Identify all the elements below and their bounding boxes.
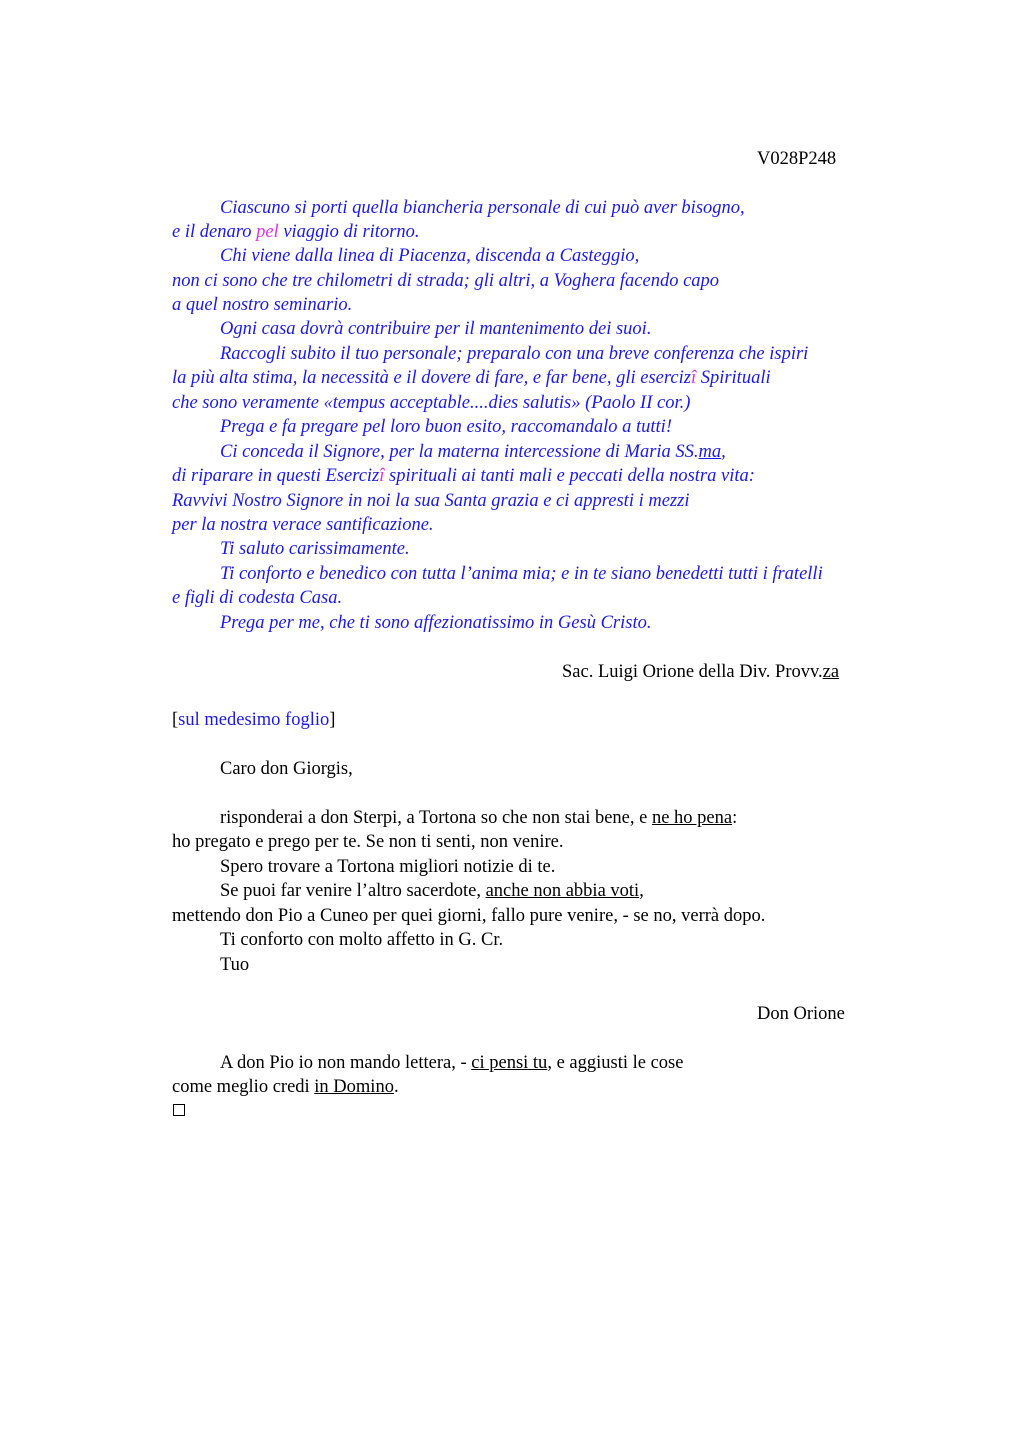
letter2-line: risponderai a don Sterpi, a Tortona so che non stai bene, e ne ho pena: bbox=[220, 808, 738, 828]
letter1-line: Prega per me, che ti sono affezionatissimo in Gesù Cristo. bbox=[220, 613, 652, 633]
letter1-line: Ogni casa dovrà contribuire per il mantenimento dei suoi. bbox=[220, 319, 652, 339]
letter1-line: a quel nostro seminario. bbox=[172, 295, 353, 315]
letter1-line: Ti saluto carissimamente. bbox=[220, 539, 410, 559]
letter1-line: la più alta stima, la necessità e il dovere di fare, e far bene, gli esercizî Spirituali bbox=[172, 368, 771, 388]
highlight-char: î bbox=[690, 368, 697, 388]
letter2-line: ho pregato e prego per te. Se non ti senti, non venire. bbox=[172, 832, 564, 852]
postscript-line: come meglio credi in Domino. bbox=[172, 1077, 399, 1097]
signature-2: Don Orione bbox=[757, 1004, 845, 1024]
letter2-line: mettendo don Pio a Cuneo per quei giorni, fallo pure venire, - se no, verrà dopo. bbox=[172, 906, 766, 926]
postscript-line: A don Pio io non mando lettera, - ci pensi tu, e aggiusti le cose bbox=[220, 1053, 684, 1073]
signature-abbrev: za bbox=[822, 662, 840, 682]
letter1-line: Ciascuno si porti quella biancheria personale di cui può aver bisogno, bbox=[220, 198, 745, 218]
letter1-line: e figli di codesta Casa. bbox=[172, 588, 343, 608]
end-square-icon bbox=[173, 1104, 185, 1116]
editorial-note: [sul medesimo foglio] bbox=[172, 710, 336, 730]
underlined-abbrev: ma bbox=[698, 442, 722, 462]
letter1-line: Chi viene dalla linea di Piacenza, discenda a Casteggio, bbox=[220, 246, 640, 266]
letter2-line: Spero trovare a Tortona migliori notizie di te. bbox=[220, 857, 556, 877]
letter1-line: Ravvivi Nostro Signore in noi la sua Santa grazia e ci appresti i mezzi bbox=[172, 491, 690, 511]
letter1-line: non ci sono che tre chilometri di strada; gli altri, a Voghera facendo capo bbox=[172, 271, 720, 291]
signature-1: Sac. Luigi Orione della Div. Provv.za bbox=[562, 662, 840, 682]
highlight-char: î bbox=[379, 466, 385, 486]
letter1-line: Ti conforto e benedico con tutta l’anima mia; e in te siano benedetti tutti i fratelli bbox=[220, 564, 823, 584]
letter1-line: e il denaro pel viaggio di ritorno. bbox=[172, 222, 420, 242]
letter2-line: Se puoi far venire l’altro sacerdote, anche non abbia voti, bbox=[220, 881, 644, 901]
letter1-line: di riparare in questi Esercizî spirituali ai tanti mali e peccati della nostra vita: bbox=[172, 466, 755, 486]
page-id: V028P248 bbox=[757, 149, 837, 169]
salutation: Caro don Giorgis, bbox=[220, 759, 353, 779]
letter2-line: Tuo bbox=[220, 955, 250, 975]
letter1-line: Ci conceda il Signore, per la materna intercessione di Maria SS.ma, bbox=[220, 442, 726, 462]
letter2-line: Ti conforto con molto affetto in G. Cr. bbox=[220, 930, 504, 950]
letter1-line: che sono veramente «tempus acceptable....dies salutis» (Paolo II cor.) bbox=[172, 393, 691, 413]
letter1-line: Raccogli subito il tuo personale; preparalo con una breve conferenza che ispiri bbox=[220, 344, 809, 364]
highlight-word: pel bbox=[256, 222, 279, 242]
letter1-line: Prega e fa pregare pel loro buon esito, raccomandalo a tutti! bbox=[220, 417, 672, 437]
letter1-line: per la nostra verace santificazione. bbox=[172, 515, 434, 535]
